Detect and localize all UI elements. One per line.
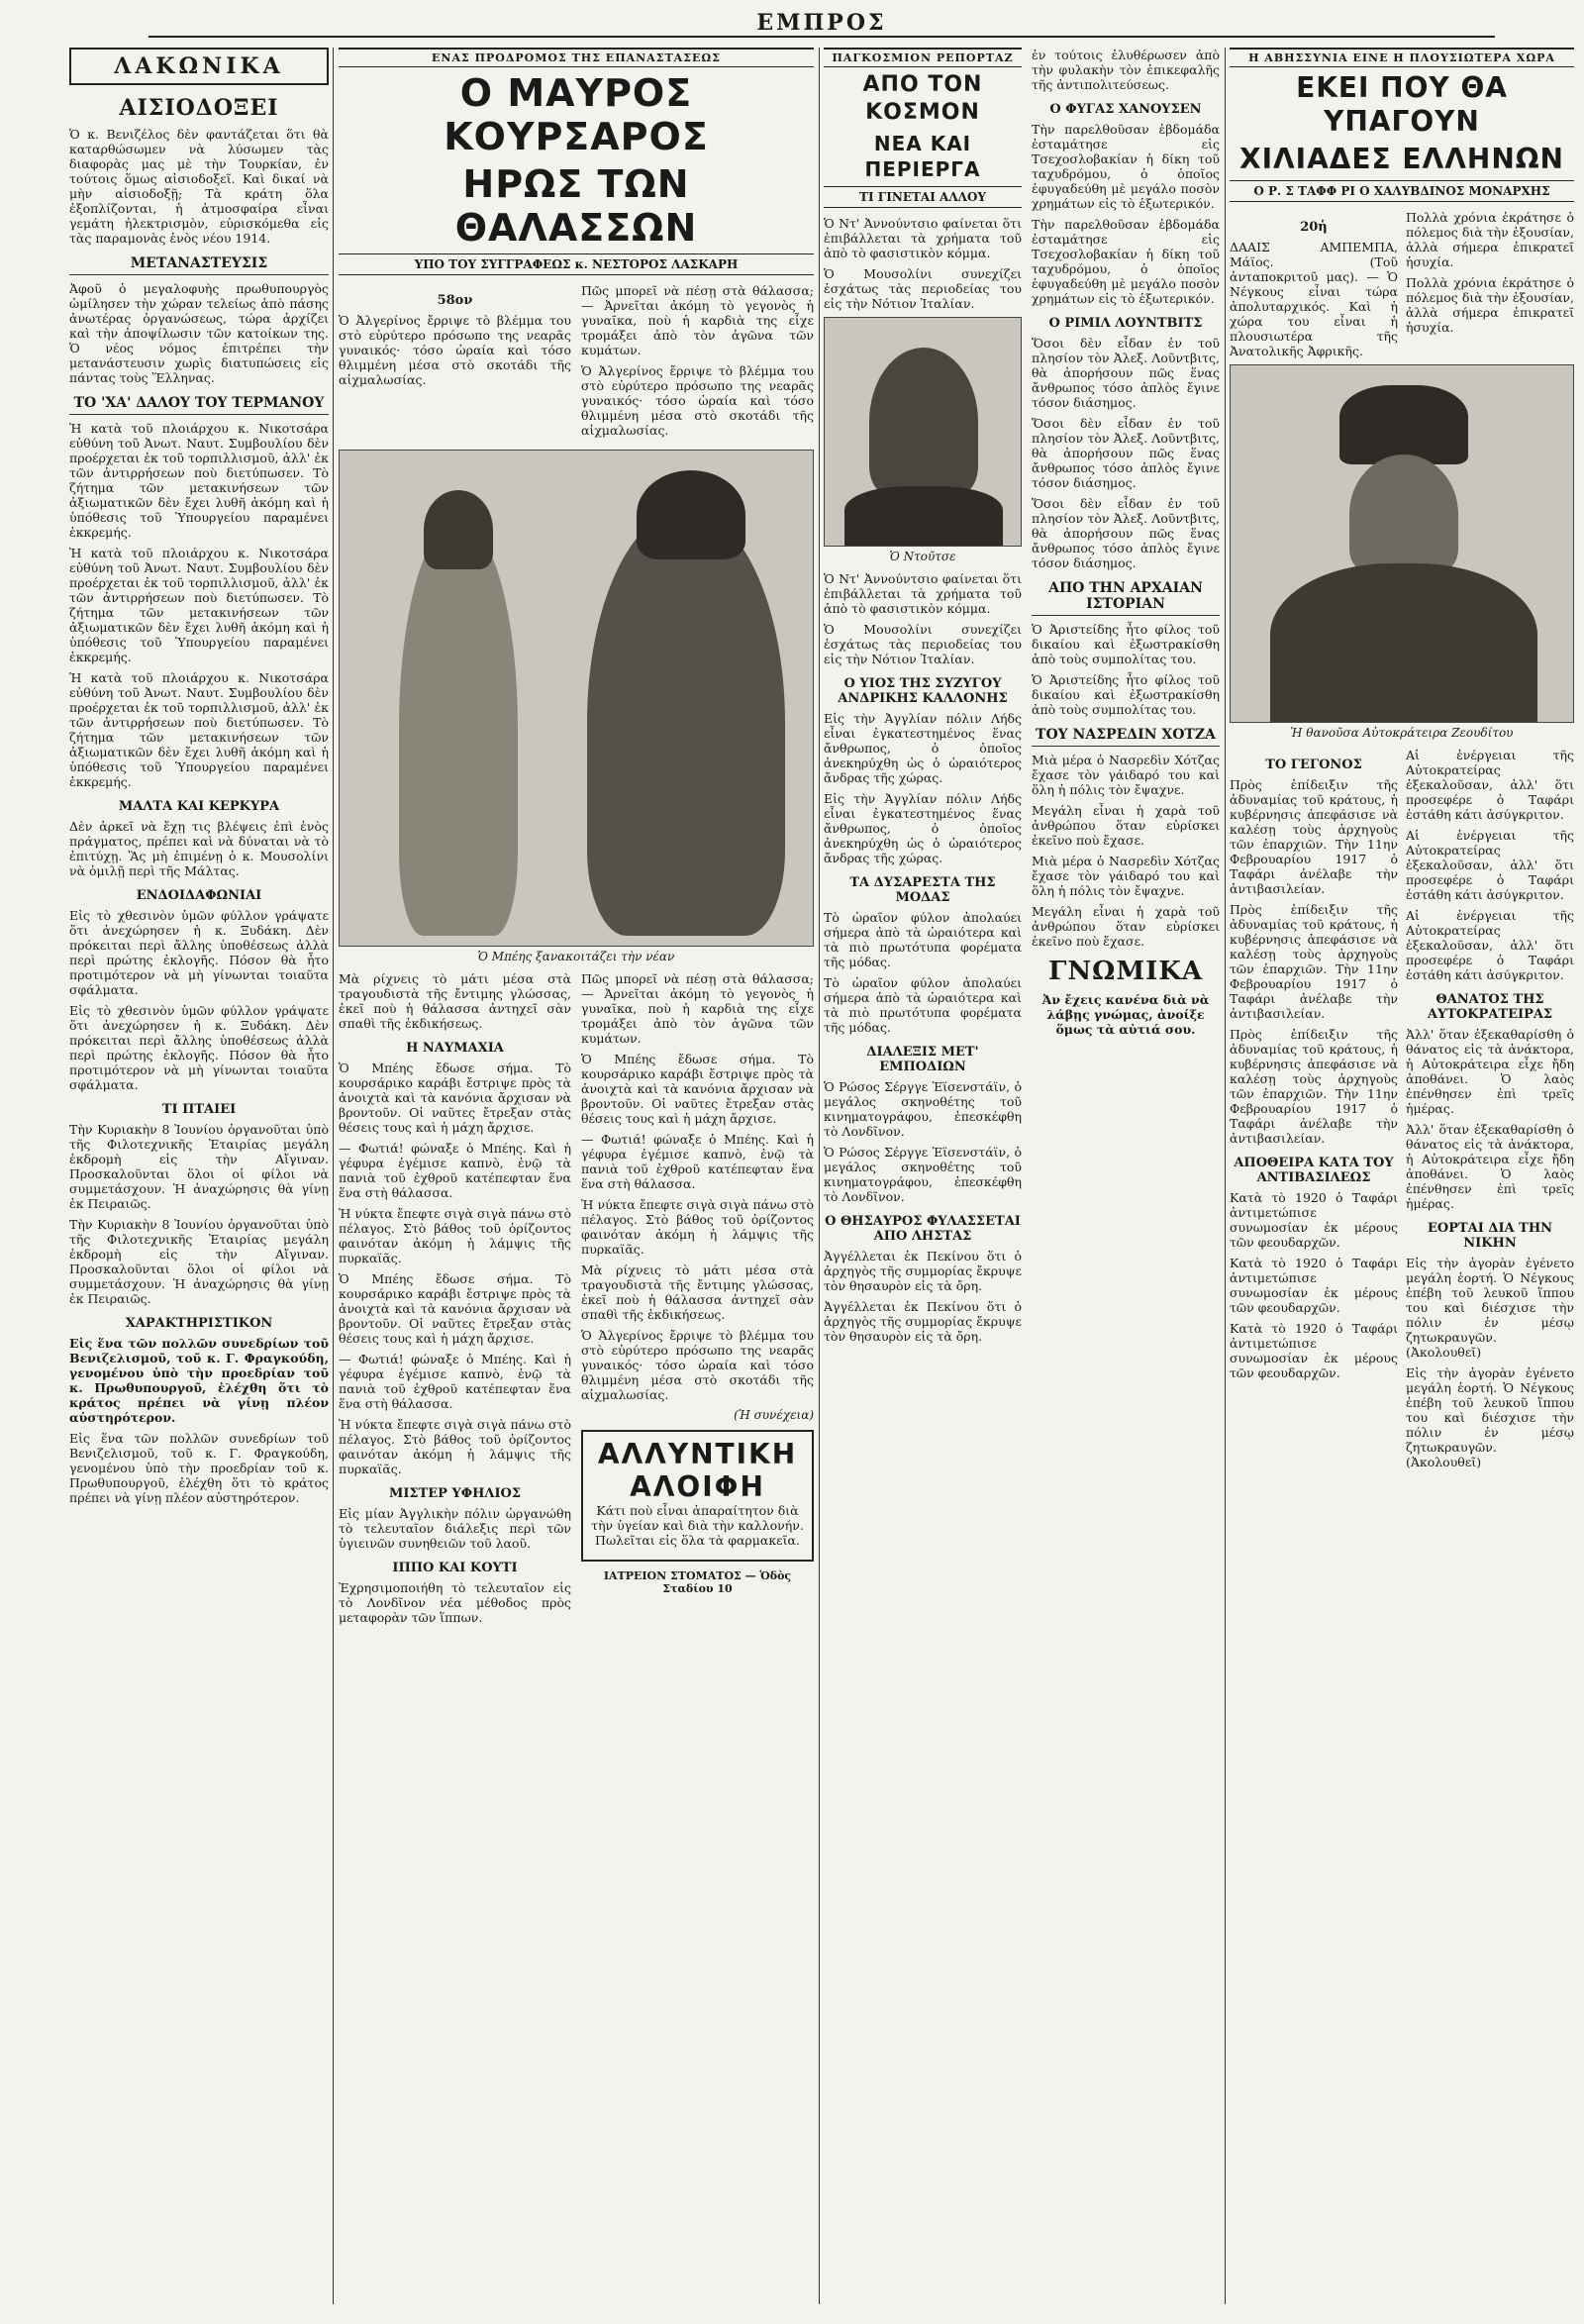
empress-robe (1270, 563, 1537, 722)
article-text-3: Ἡ κατὰ τοῦ πλοιάρχου κ. Νικοτσάρα εὐθύνη τοῦ Ἀνωτ. Ναυτ. Συμβουλίου δὲν προέρχεται ἐκ τοῦ τορπιλλισμοῦ, ἀλλ' ἐκ τῶν ἀντιρρήσεων ποὺ διετύπωσεν. Τὸ ζήτημα τῶν μετακινήσεων τῶν ἀξιωματικῶν δὲν ἔχει λυθῆ ἀκόμη καὶ ἡ ὑπόθεσις τοῦ Ὑπουργείου παραμένει ἐκκρεμής. (69, 421, 329, 540)
world-text-4: Ὁ Μουσολίνι συνεχίζει ἐσχάτως τὰς περιοδείας του εἰς τὴν Νότιον Ἰταλίαν. (824, 622, 1022, 666)
ointment-ad (581, 1430, 814, 1562)
serial-byline: ΥΠΟ ΤΟΥ ΣΥΓΓΡΑΦΕΩΣ κ. ΝΕΣΤΟΡΟΣ ΛΑΣΚΑΡΗ (339, 253, 814, 275)
notice-text-2: Ἐχρησιμοποιήθη τὸ τελευταῖον εἰς τὸ Λονδῖνον νέα μέθοδος πρὸς μεταφορὰν τῶν ἵππων. (339, 1580, 571, 1625)
serial-caption: Ὁ Μπέης ξανακοιτάζει τὴν νέαν (477, 950, 675, 963)
abyssinia-text-4: Πρὸς ἐπίδειξιν τῆς ἀδυναμίας τοῦ κράτους, ἡ κυβέρνησις ἀπεφάσισε νὰ καλέσῃ τοὺς ἀρχηγοὺς τῶν ἐπαρχιῶν. Τὴν 11ην Φεβρουαρίου 1917 ὁ Ταφάρι ἀνέλαβε τὴν ἀντιβασιλείαν. (1230, 777, 1398, 896)
article-title-1: ΑΙΣΙΟΔΟΞΕΙ (119, 95, 279, 121)
serial-text-7: Πῶς μπορεῖ νὰ πέσῃ στὰ θάλασσα; — Ἀρνεῖται ἀκόμη τὸ γεγονὸς ἡ γυναῖκα, ποὺ ἡ καρδιὰ της εἶχε τρομάξει ἀπὸ τὸν ἀγῶνα τῶν κυμάτων. (581, 971, 814, 1046)
story-title-r2: Ο ΡΙΜΙΛ ΛΟΥΝΤΒΙΤΣ (1048, 316, 1203, 331)
serial-text-8: Ὁ Μπέης ἔδωσε σήμα. Τὸ κουρσάρικο καράβι ἔστριψε πρὸς τὰ ἀνοιχτὰ καὶ τὰ κανόνια ἄρχισαν νὰ βροντοῦν. Οἱ ναῦτες ἔτρεξαν στὰς θέσεις τους καὶ ἡ μάχη ἄρχισε. (581, 1052, 814, 1126)
ad-contact: ΙΑΤΡΕΙΟΝ ΣΤΟΜΑΤΟΣ — Ὁδὸς Σταδίου 10 (603, 1569, 792, 1595)
article-text-2: Ἀφοῦ ὁ μεγαλοφυὴς πρωθυπουργὸς ὡμίλησεν τὴν χώραν τελείως ἀπὸ πάσης ἀνωτέρας ὀργανώσεως, τώρα ἀρχίζει καὶ τὴν ἀποψίλωσιν τῶν κατοίκων της. Ὁ νέος νόμος ἐπιτρέπει τὴν μετανάστευσιν χωρὶς διατυπώσεις εἰς πάντας τοὺς Ἕλληνας. (69, 281, 329, 385)
man-turban (637, 470, 745, 559)
article-text-6: Τὴν Κυριακὴν 8 Ἰουνίου ὀργανοῦται ὑπὸ τῆς Φιλοτεχνικῆς Ἑταιρίας μεγάλη ἐκδρομὴ εἰς τὴν Αἴγιναν. Προσκαλοῦνται ὅλοι οἱ φίλοι νὰ συμμετάσχουν. Ἡ ἀναχώρησις θὰ γίνῃ ἐκ Πειραιῶς. (69, 1122, 329, 1211)
abyssinia-text-3c: Αἱ ἐνέργειαι τῆς Αὐτοκρατείρας ἐξεκαλοῦσαν, ἀλλ' ὅτι προσεφέρε ὁ Ταφάρι ἐστάθη κάτι ἀσύγκριτον. (1406, 908, 1574, 982)
abyssinia-text-3b: Αἱ ἐνέργειαι τῆς Αὐτοκρατείρας ἐξεκαλοῦσαν, ἀλλ' ὅτι προσεφέρε ὁ Ταφάρι ἐστάθη κάτι ἀσύγκριτον. (1406, 828, 1574, 902)
story-text-r4d: Μεγάλη εἶναι ἡ χαρὰ τοῦ ἀνθρώπου ὅταν εὑρίσκει ἐκεῖνο ποὺ ἔχασε. (1032, 904, 1220, 949)
crown (1339, 385, 1468, 464)
serial-banner: ΕΝΑΣ ΠΡΟΔΡΟΜΟΣ ΤΗΣ ΕΠΑΝΑΣΤΑΣΕΩΣ (339, 48, 814, 67)
article-text-5b: Εἰς τὸ χθεσινὸν ὑμῶν φύλλον γράψατε ὅτι ἀνεχώρησεν ἡ κ. Ξυδάκη. Δὲν πρόκειται περὶ ἄλλης ὑποθέσεως ἀλλὰ περὶ πρώτης ἐκλογῆς. Πόσον θὰ ἦτο προτιμότερον νὰ μὴ γίνωνται τοιαῦτα σφάλματα. (69, 1003, 329, 1092)
newspaper-page (69, 0, 1574, 2324)
column-divider (1225, 48, 1226, 2304)
abyssinia-text-3: Αἱ ἐνέργειαι τῆς Αὐτοκρατείρας ἐξεκαλοῦσαν, ἀλλ' ὅτι προσεφέρε ὁ Ταφάρι ἐστάθη κάτι ἀσύγκριτον. (1406, 748, 1574, 822)
article-title-4: ΜΑΛΤΑ ΚΑΙ ΚΕΡΚΥΡΑ (118, 799, 280, 814)
story-title-2: ΤΑ ΔΥΣΑΡΕΣΤΑ ΤΗΣ ΜΟΔΑΣ (849, 875, 996, 905)
column-lakonika (69, 48, 329, 2304)
story-title-3: ΔΙΑΛΕΞΙΣ ΜΕΤ' ΕΜΠΟΔΙΩΝ (866, 1045, 979, 1074)
world-subtitle: ΤΙ ΓΙΝΕΤΑΙ ΑΛΛΟΥ (824, 186, 1022, 208)
abyssinia-text-4c: Πρὸς ἐπίδειξιν τῆς ἀδυναμίας τοῦ κράτους, ἡ κυβέρνησις ἀπεφάσισε νὰ καλέσῃ τοὺς ἀρχηγοὺς τῶν ἐπαρχιῶν. Τὴν 11ην Φεβρουαρίου 1917 ὁ Ταφάρι ἀνέλαβε τὴν ἀντιβασιλείαν. (1230, 1027, 1398, 1146)
column-divider (333, 48, 334, 2304)
serial-text-6b: Ἡ νύκτα ἔπεφτε σιγὰ σιγὰ πάνω στὸ πέλαγος. Στὸ βάθος τοῦ ὁρίζοντος φαινόταν ἀκόμη ἡ λάμψις τῆς πυρκαϊᾶς. (339, 1417, 571, 1476)
abyssinia-text-4b: Πρὸς ἐπίδειξιν τῆς ἀδυναμίας τοῦ κράτους, ἡ κυβέρνησις ἀπεφάσισε νὰ καλέσῃ τοὺς ἀρχηγοὺς τῶν ἐπαρχιῶν. Τὴν 11ην Φεβρουαρίου 1917 ὁ Ταφάρι ἀνέλαβε τὴν ἀντιβασιλείαν. (1230, 902, 1398, 1021)
naval-battle-heading: Η ΝΑΥΜΑΧΙΑ (406, 1041, 504, 1056)
article-text-5: Εἰς τὸ χθεσινὸν ὑμῶν φύλλον γράψατε ὅτι ἀνεχώρησεν ἡ κ. Ξυδάκη. Δὲν πρόκειται περὶ ἄλλης ὑποθέσεως ἀλλὰ περὶ πρώτης ἐκλογῆς. Πόσον θὰ ἦτο προτιμότερον νὰ μὴ γίνωνται τοιαῦτα σφάλματα. (69, 908, 329, 997)
story-text-r1b: Τὴν παρελθοῦσαν ἑβδομάδα ἐσταμάτησε εἰς Τσεχοσλοβακίαν ἡ δίκη τοῦ ταχυδρόμου, ὁ ὁποῖος ἐφυγαδεύθη μὲ μεγάλο ποσὸν χρημάτων εἰς τὸ ἐξωτερικόν. (1032, 217, 1220, 306)
world-title-line1: ΑΠΟ ΤΟΝ ΚΟΣΜΟΝ (862, 72, 983, 125)
abyssinia-text-5c: Κατὰ τὸ 1920 ὁ Ταφάρι ἀντιμετώπισε συνωμοσίαν ἐκ μέρους τῶν φεουδαρχῶν. (1230, 1321, 1398, 1380)
empress-portrait (1230, 364, 1574, 723)
serial-title-line2: ΗΡΩΣ ΤΩΝ ΘΑΛΑΣΣΩΝ (454, 162, 698, 250)
story-text-r5: Ἀν ἔχεις κανένα διὰ νὰ λάβῃς γνώμας, ἀνοίξε ὅμως τὰ αὐτιά σου. (1041, 992, 1210, 1037)
story-text-2b: Τὸ ὡραῖον φύλον ἀπολαύει σήμερα ἀπὸ τὰ ὡραιότερα καὶ τὰ πιὸ πρωτότυπα φορέματα τῆς μόδας. (824, 975, 1022, 1035)
abyssinia-title-line1: ΕΚΕΙ ΠΟΥ ΘΑ ΥΠΑΓΟΥΝ (1296, 71, 1508, 138)
article-title-2: ΜΕΤΑΝΑΣΤΕΥΣΙΣ (69, 255, 329, 275)
abyssinia-heading-1: ΤΟ ΓΕΓΟΝΟΣ (1265, 758, 1362, 772)
notice-title-1: ΜΙΣΤΕΡ ΥΦΗΛΙΟΣ (388, 1486, 522, 1501)
story-text-4: Ἀγγέλλεται ἐκ Πεκίνου ὅτι ὁ ἀρχηγὸς τῆς συμμορίας ἔκρυψε τὸν θησαυρὸν εἰς τὰ ὄρη. (824, 1249, 1022, 1293)
empress-caption: Ἡ θανοῦσα Αὐτοκράτειρα Ζεουδίτου (1290, 726, 1514, 740)
article-text-7b: Εἰς ἕνα τῶν πολλῶν συνεδρίων τοῦ Βενιζελισμοῦ, τοῦ κ. Γ. Φραγκούδη, γενομένου ὑπὸ τὴν προεδρίαν τοῦ κ. Πρωθυπουργοῦ, ἐλέχθη ὅτι τὸ κράτος πρέπει νὰ γίνῃ πλέον αὐστηρότερον. (69, 1431, 329, 1505)
abyssinia-text-2b: Πολλὰ χρόνια ἐκράτησε ὁ πόλεμος διὰ τὴν ἐξουσίαν, ἀλλὰ σήμερα ἐπικρατεῖ ἡσυχία. (1406, 275, 1574, 335)
story-text-1: Εἰς τὴν Ἀγγλίαν πόλιν Λήδς εἶναι ἐγκατεστημένος ἕνας ἄνθρωπος, ὁ ὁποῖος ἀνεκηρύχθη ὡς ὁ ὡραιότερος ἄνδρας τῆς χώρας. (824, 711, 1022, 785)
serial-text-10: Ἡ νύκτα ἔπεφτε σιγὰ σιγὰ πάνω στὸ πέλαγος. Στὸ βάθος τοῦ ὁρίζοντος φαινόταν ἀκόμη ἡ λάμψις τῆς πυρκαϊᾶς. (581, 1197, 814, 1257)
abyssinia-episode: 20ἡ (1300, 220, 1328, 235)
story-text-r3b: Ὁ Ἀριστείδης ἦτο φίλος τοῦ δικαίου καὶ ἐξωστρακίσθη ἀπὸ τοὺς συμπολίτας του. (1032, 672, 1220, 717)
serial-text-9: — Φωτιά! φώναξε ὁ Μπέης. Καὶ ἡ γέφυρα ἐγέμισε καπνὸ, ἐνῷ τὰ πανιὰ τοῦ ἐχθροῦ κατέπεφταν ἕνα ἕνα στὴ θάλασσα. (581, 1132, 814, 1191)
story-title-r5: ΓΝΩΜΙΚΑ (1047, 957, 1204, 986)
empress-face (1349, 455, 1458, 573)
newspaper-name: ΕΜΠΡΟΣ (756, 10, 887, 36)
serial-text-2b: Ὁ Ἀλγερίνος ἔρριψε τὸ βλέμμα του στὸ εὐρύτερο πρόσωπο της νεαρᾶς γυναικός· τόσο ὡραία καὶ τόσο θλιμμένη μέσα στὸ σκοτάδι τῆς αἰχμαλωσίας. (581, 363, 814, 438)
article-title-5: ΕΝΔΟΙΔΑΦΩΝΙΑΙ (136, 888, 262, 903)
serial-illustration (339, 450, 814, 947)
serial-text-4: Ὁ Μπέης ἔδωσε σήμα. Τὸ κουρσάρικο καράβι ἔστριψε πρὸς τὰ ἀνοιχτὰ καὶ τὰ κανόνια ἄρχισαν νὰ βροντοῦν. Οἱ ναῦτες ἔτρεξαν στὰς θέσεις τους καὶ ἡ μάχη ἄρχισε. (339, 1061, 571, 1135)
serial-top-text (339, 283, 814, 444)
man-figure (587, 510, 785, 936)
world-text-right-top: ἐν τούτοις ἐλυθέρωσεν ἀπὸ τὴν φυλακὴν τὸν ἐπικεφαλῆς τῆς ἀντιπολιτεύσεως. (1032, 48, 1220, 92)
serial-text-12: Ὁ Ἀλγερίνος ἔρριψε τὸ βλέμμα του στὸ εὐρύτερο πρόσωπο της νεαρᾶς γυναικός· τόσο ὡραία καὶ τόσο θλιμμένη μέσα στὸ σκοτάδι τῆς αἰχμαλωσίας. (581, 1328, 814, 1402)
world-text-2: Ὁ Μουσολίνι συνεχίζει ἐσχάτως τὰς περιοδείας του εἰς τὴν Νότιον Ἰταλίαν. (824, 266, 1022, 311)
article-text-1: Ὁ κ. Βενιζέλος δὲν φαντάζεται ὅτι θὰ καταρθώσωμεν νὰ λύσωμεν τὰς διαφορὰς μας μὲ τὴν Τουρκίαν, ἐν τούτοις ὅμως αἰσιοδοξεῖ. Καὶ δικαί νὰ μὴν αἰσιοδοξῇ; Τὰ κράτη ὅλα ἐξοπλίζονται, ἡ ἀτμοσφαίρα εἶναι γεμάτη ἠλεκτρισμὸν, εὐρισκόμεθα εἰς τὰς παραμονὰς ἑνὸς νέου 1914. (69, 127, 329, 246)
article-title-6: ΤΙ ΠΤΑΙΕΙ (161, 1102, 237, 1117)
masthead (148, 10, 1495, 40)
abyssinia-text-1: ΔΑΑΙΣ ΑΜΠΕΜΠΑ, Μάϊος. (Τοῦ ἀνταποκριτοῦ μας). — Ὁ Νέγκους εἶναι τώρα ἀπολυταρχικός. Καὶ ἡ χώρα του εἶναι ἡ πλουσιωτέρα τῆς Ἀνατολικῆς Ἀφρικῆς. (1230, 240, 1398, 358)
continues-note: (Ἡ συνέχεια) (734, 1408, 814, 1422)
abyssinia-text-6: Ἀλλ' ὅταν ἐξεκαθαρίσθη ὁ θάνατος εἰς τὰ ἀνάκτορα, ἡ Αὐτοκράτειρα εἶχε ἤδη ἀποθάνει. Ὁ λαὸς ἐπένθησεν ἐπὶ τρεῖς ἡμέρας. (1406, 1027, 1574, 1116)
serial-text-5: — Φωτιά! φώναξε ὁ Μπέης. Καὶ ἡ γέφυρα ἐγέμισε καπνὸ, ἐνῷ τὰ πανιὰ τοῦ ἐχθροῦ κατέπεφταν ἕνα ἕνα στὴ θάλασσα. (339, 1141, 571, 1200)
abyssinia-text-7b: Εἰς τὴν ἀγορὰν ἐγένετο μεγάλη ἑορτή. Ὁ Νέγκους ἐπέβη τοῦ λευκοῦ ἵππου του καὶ διέσχισε τὴν πόλιν ἐν μέσῳ ζητωκραυγῶν. (Ἀκολουθεῖ) (1406, 1365, 1574, 1469)
abyssinia-text-5b: Κατὰ τὸ 1920 ὁ Ταφάρι ἀντιμετώπισε συνωμοσίαν ἐκ μέρους τῶν φεουδαρχῶν. (1230, 1256, 1398, 1315)
notice-text-1: Εἰς μίαν Ἀγγλικὴν πόλιν ὠργανώθη τὸ τελευταῖον διάλεξις περὶ τῶν ὑγιεινῶν συνηθειῶν τοῦ λαοῦ. (339, 1506, 571, 1551)
serial-text-11: Μὰ ρίχνεις τὸ μάτι μέσα στὰ τραγουδιστὰ τῆς ἔντιμης γλώσσας, ἐκεῖ ποὺ ἡ θάλασσα ἀντηχεῖ σὰν σπαθὶ τῆς ἐκδικήσεως. (581, 1263, 814, 1322)
abyssinia-title-line2: ΧΙΛΙΑΔΕΣ ΕΛΛΗΝΩΝ (1238, 143, 1564, 175)
serial-text-4b: Ὁ Μπέης ἔδωσε σήμα. Τὸ κουρσάρικο καράβι ἔστριψε πρὸς τὰ ἀνοιχτὰ καὶ τὰ κανόνια ἄρχισαν νὰ βροντοῦν. Οἱ ναῦτες ἔτρεξαν στὰς θέσεις τους καὶ ἡ μάχη ἄρχισε. (339, 1271, 571, 1346)
story-text-r4b: Μεγάλη εἶναι ἡ χαρὰ τοῦ ἀνθρώπου ὅταν εὑρίσκει ἐκεῖνο ποὺ ἔχασε. (1032, 803, 1220, 848)
story-text-3: Ὁ Ρώσος Σέργγε Ἐϊσενστάϊν, ὁ μεγάλος σκηνοθέτης τοῦ κινηματογράφου, ἐπεσκέφθη τὸ Λονδῖνον. (824, 1079, 1022, 1139)
column-world-news (824, 48, 1220, 2304)
story-text-3b: Ὁ Ρώσος Σέργγε Ἐϊσενστάϊν, ὁ μεγάλος σκηνοθέτης τοῦ κινηματογράφου, ἐπεσκέφθη τὸ Λονδῖνον. (824, 1145, 1022, 1204)
article-text-4: Δὲν ἀρκεῖ νὰ ἔχῃ τις βλέψεις ἐπὶ ἑνὸς πράγματος, πρέπει καὶ νὰ δύναται νὰ τὸ ἐπιτύχῃ. Ἂς μὴ ἐπιμένῃ ὁ κ. Μουσολίνι νὰ ὁμιλῇ περὶ τῆς Μάλτας. (69, 819, 329, 878)
notice-title-2: ΙΠΠΟ ΚΑΙ ΚΟΥΤΙ (392, 1561, 518, 1575)
story-text-1b: Εἰς τὴν Ἀγγλίαν πόλιν Λήδς εἶναι ἐγκατεστημένος ἕνας ἄνθρωπος, ὁ ὁποῖος ἀνεκηρύχθη ὡς ὁ ὡραιότερος ἄνδρας τῆς χώρας. (824, 791, 1022, 865)
episode-number: 58ον (437, 293, 473, 308)
portrait-head (869, 348, 978, 496)
article-text-6b: Τὴν Κυριακὴν 8 Ἰουνίου ὀργανοῦται ὑπὸ τῆς Φιλοτεχνικῆς Ἑταιρίας μεγάλη ἐκδρομὴ εἰς τὴν Αἴγιναν. Προσκαλοῦνται ὅλοι οἱ φίλοι νὰ συμμετάσχουν. Ἡ ἀναχώρησις θὰ γίνῃ ἐκ Πειραιῶς. (69, 1217, 329, 1306)
serial-title-line1: Ο ΜΑΥΡΟΣ ΚΟΥΡΣΑΡΟΣ (444, 71, 709, 158)
article-title-7: ΧΑΡΑΚΤΗΡΙΣΤΙΚΟΝ (125, 1316, 273, 1331)
story-title-r1: Ο ΦΥΓΑΣ ΧΑΝΟΥΣΕΝ (1049, 102, 1202, 117)
woman-head (424, 490, 493, 569)
story-text-r3: Ὁ Ἀριστείδης ἦτο φίλος τοῦ δικαίου καὶ ἐξωστρακίσθη ἀπὸ τοὺς συμπολίτας του. (1032, 622, 1220, 666)
article-text-3c: Ἡ κατὰ τοῦ πλοιάρχου κ. Νικοτσάρα εὐθύνη τοῦ Ἀνωτ. Ναυτ. Συμβουλίου δὲν προέρχεται ἐκ τοῦ τορπιλλισμοῦ, ἀλλ' ἐκ τῶν ἀντιρρήσεων ποὺ διετύπωσεν. Τὸ ζήτημα τῶν μετακινήσεων τῶν ἀξιωματικῶν δὲν ἔχει λυθῆ ἀκόμη καὶ ἡ ὑπόθεσις τοῦ Ὑπουργείου παραμένει ἐκκρεμής. (69, 670, 329, 789)
masthead-rule (148, 36, 1495, 38)
abyssinia-banner: Η ΑΒΗΣΣΥΝΙΑ ΕΙΝΕ Η ΠΛΟΥΣΙΩΤΕΡΑ ΧΩΡΑ (1230, 48, 1574, 67)
world-text-3: Ὁ Ντ' Ἀννούντσιο φαίνεται ὅτι ἐπιβάλλεται τὰ χρήματα τοῦ ἀπὸ τὸ φασιστικὸν κόμμα. (824, 571, 1022, 616)
ad-title-line1: ΑΛΛΥΝΤΙΚΗ (597, 1438, 798, 1470)
story-text-2: Τὸ ὡραῖον φύλον ἀπολαύει σήμερα ἀπὸ τὰ ὡραιότερα καὶ τὰ πιὸ πρωτότυπα φορέματα τῆς μόδας. (824, 910, 1022, 969)
abyssinia-top-text (1230, 210, 1574, 364)
world-title-line2: ΝΕΑ ΚΑΙ ΠΕΡΙΕΡΓΑ (864, 132, 981, 181)
story-text-4b: Ἀγγέλλεται ἐκ Πεκίνου ὅτι ὁ ἀρχηγὸς τῆς συμμορίας ἔκρυψε τὸν θησαυρὸν εἰς τὰ ὄρη. (824, 1299, 1022, 1344)
ad-title-line2: ΑΛΟΙΦΗ (630, 1470, 765, 1503)
abyssinia-byline: Ο Ρ. Σ ΤΑΦΦ ΡΙ Ο ΧΑΛΥΒΔΙΝΟΣ ΜΟΝΑΡΧΗΣ (1230, 180, 1574, 202)
abyssinia-text-7: Εἰς τὴν ἀγορὰν ἐγένετο μεγάλη ἑορτή. Ὁ Νέγκους ἐπέβη τοῦ λευκοῦ ἵππου του καὶ διέσχισε τὴν πόλιν ἐν μέσῳ ζητωκραυγῶν. (Ἀκολουθεῖ) (1406, 1256, 1574, 1360)
serial-text-3: Μὰ ρίχνεις τὸ μάτι μέσα στὰ τραγουδιστὰ τῆς ἔντιμης γλώσσας, ἐκεῖ ποὺ ἡ θάλασσα ἀντηχεῖ σὰν σπαθὶ τῆς ἐκδικήσεως. (339, 971, 571, 1031)
story-title-4: Ο ΘΗΣΑΥΡΟΣ ΦΥΛΑΣΣΕΤΑΙ ΑΠΟ ΛΗΣΤΑΣ (825, 1214, 1021, 1244)
abyssinia-text-2: Πολλὰ χρόνια ἐκράτησε ὁ πόλεμος διὰ τὴν ἐξουσίαν, ἀλλὰ σήμερα ἐπικρατεῖ ἡσυχία. (1406, 210, 1574, 269)
world-banner: ΠΑΓΚΟΣΜΙΟΝ ΡΕΠΟΡΤΑΖ (824, 48, 1022, 67)
abyssinia-text-5: Κατὰ τὸ 1920 ὁ Ταφάρι ἀντιμετώπισε συνωμοσίαν ἐκ μέρους τῶν φεουδαρχῶν. (1230, 1190, 1398, 1250)
world-news-top (824, 48, 1220, 1350)
serial-text-5b: — Φωτιά! φώναξε ὁ Μπέης. Καὶ ἡ γέφυρα ἐγέμισε καπνὸ, ἐνῷ τὰ πανιὰ τοῦ ἐχθροῦ κατέπεφταν ἕνα ἕνα στὴ θάλασσα. (339, 1352, 571, 1411)
story-text-r4: Μιὰ μέρα ὁ Νασρεδὶν Χότζας ἔχασε τὸν γάιδαρό του καὶ ὅλη ἡ πόλις τὸν ἔψαχνε. (1032, 753, 1220, 797)
column-abyssinia (1230, 48, 1574, 2304)
story-title-r4: ΤΟΥ ΝΑΣΡΕΔΙΝ ΧΟΤΖΑ (1032, 727, 1220, 747)
abyssinia-text-6b: Ἀλλ' ὅταν ἐξεκαθαρίσθη ὁ θάνατος εἰς τὰ ἀνάκτορα, ἡ Αὐτοκράτειρα εἶχε ἤδη ἀποθάνει. Ὁ λαὸς ἐπένθησεν ἐπὶ τρεῖς ἡμέρας. (1406, 1122, 1574, 1211)
abyssinia-heading-3: ΘΑΝΑΤΟΣ ΤΗΣ ΑΥΤΟΚΡΑΤΕΙΡΑΣ (1427, 992, 1553, 1022)
world-text-1: Ὁ Ντ' Ἀννούντσιο φαίνεται ὅτι ἐπιβάλλεται τὰ χρήματα τοῦ ἀπὸ τὸ φασιστικὸν κόμμα. (824, 216, 1022, 260)
story-text-r2c: Ὅσοι δὲν εἶδαν ἐν τοῦ πλησίον τὸν Ἀλεξ. Λοῦντβιτς, θὰ ἀπορήσουν πῶς ἕνας ἄνθρωπος τόσο ἀπλὸς ἔγινε τόσον διάσημος. (1032, 496, 1220, 570)
story-text-r4c: Μιὰ μέρα ὁ Νασρεδὶν Χότζας ἔχασε τὸν γάιδαρό του καὶ ὅλη ἡ πόλις τὸν ἔψαχνε. (1032, 854, 1220, 898)
article-title-3: ΤΟ 'ΧΑ' ΔΑΛΟΥ ΤΟΥ ΤΕΡΜΑΝΟΥ (69, 395, 329, 415)
serial-body (339, 971, 814, 1631)
story-title-r3: ΑΠΟ ΤΗΝ ΑΡΧΑΙΑΝ ΙΣΤΟΡΙΑΝ (1032, 580, 1220, 616)
story-title-1: Ο ΥΙΟΣ ΤΗΣ ΣΥΖΥΓΟΥ ΑΝΔΡΙΚΗΣ ΚΑΛΛΟΝΗΣ (838, 676, 1008, 706)
abyssinia-body (1230, 748, 1574, 1475)
column-serial (339, 48, 814, 2304)
duce-portrait (824, 317, 1022, 547)
story-text-r2b: Ὅσοι δὲν εἶδαν ἐν τοῦ πλησίον τὸν Ἀλεξ. Λοῦντβιτς, θὰ ἀπορήσουν πῶς ἕνας ἄνθρωπος τόσο ἀπλὸς ἔγινε τόσον διάσημος. (1032, 416, 1220, 490)
woman-figure (399, 520, 518, 936)
serial-text-6: Ἡ νύκτα ἔπεφτε σιγὰ σιγὰ πάνω στὸ πέλαγος. Στὸ βάθος τοῦ ὁρίζοντος φαινόταν ἀκόμη ἡ λάμψις τῆς πυρκαϊᾶς. (339, 1206, 571, 1265)
serial-text-1: Ὁ Ἀλγερίνος ἔρριψε τὸ βλέμμα του στὸ εὐρύτερο πρόσωπο της νεαρᾶς γυναικός· τόσο ὡραία καὶ τόσο θλιμμένη μέσα στὸ σκοτάδι τῆς αἰχμαλωσίας. (339, 313, 571, 387)
portrait-shoulders (844, 486, 1003, 546)
ad-text: Κάτι ποὺ εἶναι ἀπαραίτητον διὰ τὴν ὑγείαν καὶ διὰ τὴν καλλονήν. Πωλεῖται εἰς ὅλα τὰ φαρμακεῖα. (591, 1503, 804, 1548)
column-divider (819, 48, 820, 2304)
story-text-r1: Τὴν παρελθοῦσαν ἑβδομάδα ἐσταμάτησε εἰς Τσεχοσλοβακίαν ἡ δίκη τοῦ ταχυδρόμου, ὁ ὁποῖος ἐφυγαδεύθη μὲ μεγάλο ποσὸν χρημάτων εἰς τὸ ἐξωτερικόν. (1032, 122, 1220, 211)
article-text-3b: Ἡ κατὰ τοῦ πλοιάρχου κ. Νικοτσάρα εὐθύνη τοῦ Ἀνωτ. Ναυτ. Συμβουλίου δὲν προέρχεται ἐκ τοῦ τορπιλλισμοῦ, ἀλλ' ἐκ τῶν ἀντιρρήσεων ποὺ διετύπωσεν. Τὸ ζήτημα τῶν μετακινήσεων τῶν ἀξιωματικῶν δὲν ἔχει λυθῆ ἀκόμη καὶ ἡ ὑπόθεσις τοῦ Ὑπουργείου παραμένει ἐκκρεμής. (69, 546, 329, 664)
section-title: ΛΑΚΩΝΙΚΑ (69, 48, 329, 85)
abyssinia-heading-2: ΑΠΟΘΕΙΡΑ ΚΑΤΑ ΤΟΥ ΑΝΤΙΒΑΣΙΛΕΩΣ (1234, 1156, 1394, 1185)
article-text-7: Εἰς ἕνα τῶν πολλῶν συνεδρίων τοῦ Βενιζελισμοῦ, τοῦ κ. Γ. Φραγκούδη, γενομένου ὑπὸ τὴν προεδρίαν τοῦ κ. Πρωθυπουργοῦ, ἐλέχθη ὅτι τὸ κράτος πρέπει νὰ γίνῃ πλέον αὐστηρότερον. (69, 1336, 329, 1425)
serial-text-2: Πῶς μπορεῖ νὰ πέσῃ στὰ θάλασσα; — Ἀρνεῖται ἀκόμη τὸ γεγονὸς ἡ γυναῖκα, ποὺ ἡ καρδιὰ της εἶχε τρομάξει ἀπὸ τὸν ἀγῶνα τῶν κυμάτων. (581, 283, 814, 357)
story-text-r2: Ὅσοι δὲν εἶδαν ἐν τοῦ πλησίον τὸν Ἀλεξ. Λοῦντβιτς, θὰ ἀπορήσουν πῶς ἕνας ἄνθρωπος τόσο ἀπλὸς ἔγινε τόσον διάσημος. (1032, 336, 1220, 410)
duce-caption: Ὁ Ντοῦτσε (889, 550, 956, 563)
abyssinia-heading-4: ΕΟΡΤΑΙ ΔΙΑ ΤΗΝ ΝΙΚΗΝ (1428, 1221, 1552, 1251)
